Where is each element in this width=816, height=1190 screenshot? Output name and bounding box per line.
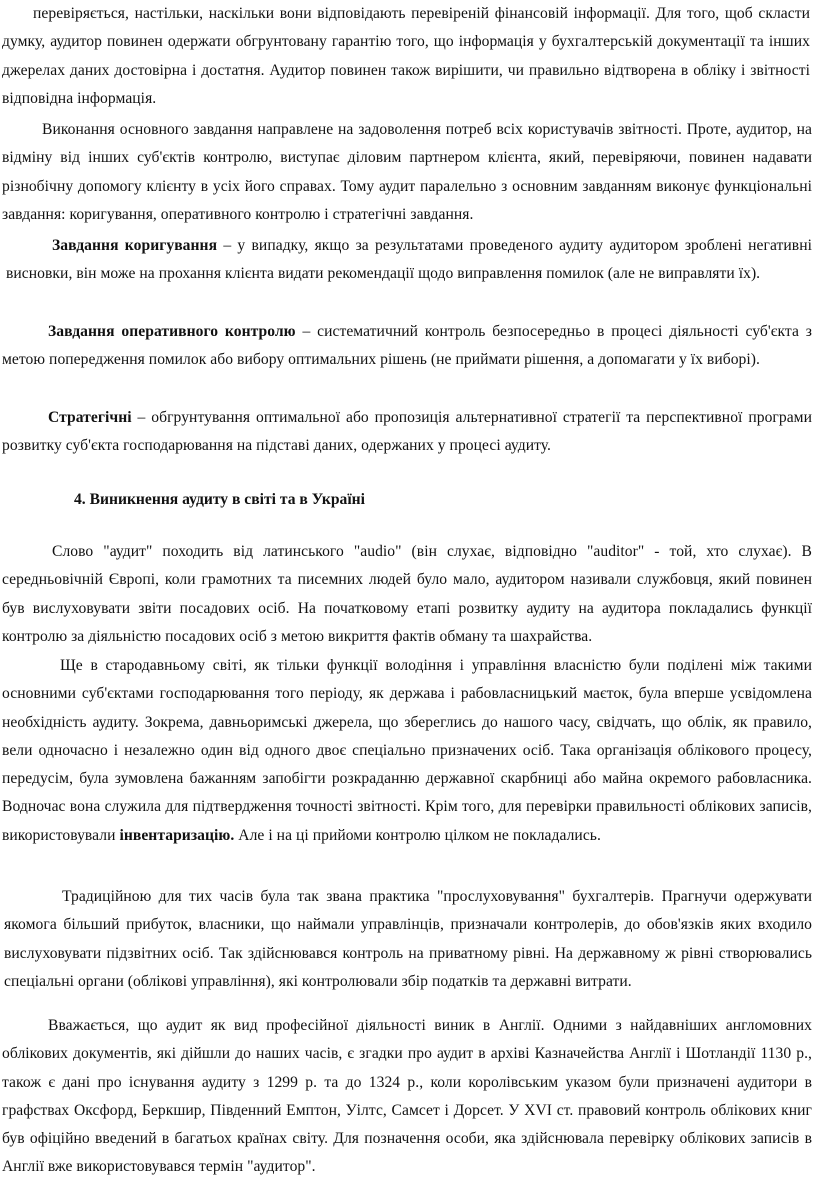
term-correction-task: Завдання коригування xyxy=(52,237,218,254)
paragraph-strategic-tasks xyxy=(2,404,812,461)
paragraph-listening-practice xyxy=(4,883,812,996)
paragraph-word-origin xyxy=(2,538,812,651)
paragraph-text: – у випадку, якщо за результатами проведеного аудиту аудитором зроблені негативні висновки, він може на прохання клієнта видати рекомендації щодо виправлення помилок (але не виправляти їх). xyxy=(6,237,812,283)
paragraph-operative-control xyxy=(2,318,812,375)
term-inventory: інвентаризацію. xyxy=(119,826,235,844)
paragraph-text: Слово "аудит" походить від латинського "audio" (він слухає, відповідно "auditor" - той, хто слухає). В середньовічній Європі, коли грамотних та писемних людей було мало, аудитором називали службовця, який повинен був вислуховувати звіти посадових осіб. На початковому етапі розвитку аудиту на аудитора покладались функції контролю за діяльністю посадових осіб з метою викриття фактів обману та шахрайства. xyxy=(2,543,812,645)
section-heading: 4. Виникнення аудиту в світі та в Україні xyxy=(74,491,366,508)
paragraph-main-task xyxy=(2,116,812,229)
paragraph-text: – обгрунтування оптимальної або пропозиція альтернативної стратегії та перспективної програми розвитку суб'єкта господарювання на підставі даних, одержаних у процесі аудиту. xyxy=(2,409,812,455)
paragraph-correction-task xyxy=(6,232,812,289)
term-strategic: Стратегічні xyxy=(48,409,132,426)
paragraph-text: Вважається, що аудит як вид професійної діяльності виник в Англії. Одними з найдавніших англомовних облікових документів, які дійшли до наших часів, є згадки про аудит в архіві Казначейства Англії і Шотландії 1130 р., також є дані про існування аудиту з 1299 р. та до 1324 р., коли королівським указом були призначені аудитори в графствах Оксфорд, Беркшир, Південний Емптон, Уілтс, Самсет і Дорсет. У XVI ст. правовий контроль облікових книг був офіційно введений в багатьох країнах світу. Для позначення особи, яка здійснювала перевірку облікових записів в Англії вже використовувався термін "аудитор". xyxy=(2,1017,812,1176)
paragraph-ancient-world xyxy=(2,652,812,850)
paragraph-text: Ще в стародавньому світі, як тільки функції володіння і управління власністю були поділені між такими основними суб'єктами господарювання того періоду, як держава і рабовласницький маєток, була вперше усвідомлена необхідність аудиту. Зокрема, давньоримські джерела, що збереглись до нашого часу, свідчать, що облік, як правило, вели одночасно і незалежно один від одного двоє спеціально призначених осіб. Така організація облікового процесу, передусім, була зумовлена бажанням запобігти розкраданню державної скарбниці або майна окремого рабовласника. Водночас вона служила для підтвердження точності звітності. Крім того, для перевірки правильності облікових записів, використовували xyxy=(2,657,812,844)
paragraph-audit-opinion xyxy=(2,0,810,113)
paragraph-text: – систематичний контроль безпосередньо в процесі діяльності суб'єкта з метою попередження помилок або вибору оптимальних рішень (не приймати рішення, а допомагати у їх виборі). xyxy=(2,323,812,369)
paragraph-text: Виконання основного завдання направлене на задоволення потреб всіх користувачів звітності. Проте, аудитор, на відміну від інших суб'єктів контролю, виступає діловим партнером клієнта, який, перевіряючи, повинен надавати різнобічну допомогу клієнту в усіх його справах. Тому аудит паралельно з основним завданням виконує функціональні завдання: коригування, оперативного контролю і стратегічні завдання. xyxy=(2,121,812,223)
paragraph-text: Традиційною для тих часів була так звана практика "прослуховування" бухгалтерів. Прагнучи одержувати якомога більший прибуток, власники, що наймали управлінців, призначали контролерів, до обов'язків яких входило вислуховувати підзвітних осіб. Так здійснювався контроль на приватному рівні. На державному ж рівні створювались спеціальні органи (облікові управління), які контролювали збір податків та державні витрати. xyxy=(4,888,812,990)
paragraph-england-origin xyxy=(2,1012,812,1182)
paragraph-text: перевіряється, настільки, наскільки вони відповідають перевіреній фінансовій інформації. Для того, щоб скласти думку, аудитор повинен одержати обгрунтовану гарантію того, що інформація у бухгалтерській документації та інших джерелах даних достовірна і достатня. Аудитор повинен також вирішити, чи правильно відтворена в обліку і звітності відповідна інформація. xyxy=(2,5,810,107)
paragraph-text: Але і на ці прийоми контролю цілком не покладались. xyxy=(234,826,601,844)
term-operative-control: Завдання оперативного контролю xyxy=(48,323,296,340)
